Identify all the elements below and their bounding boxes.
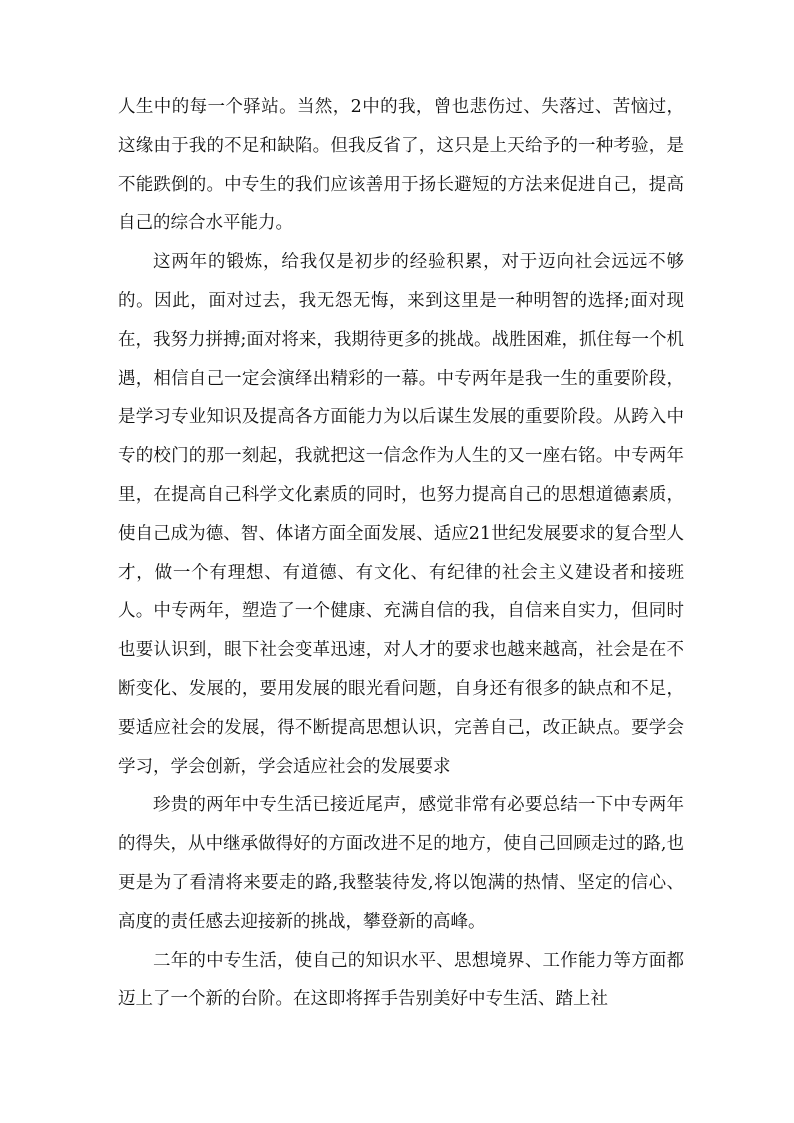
body-text bbox=[118, 88, 684, 1019]
paragraph-4: 二年的中专生活，使自己的知识水平、思想境界、工作能力等方面都迈上了一个新的台阶。在这即将挥手告别美好中专生活、踏上社 bbox=[118, 950, 684, 1010]
paragraph-2: 这两年的锻炼，给我仅是初步的经验积累，对于迈向社会远远不够的。因此，面对过去，我无怨无悔，来到这里是一种明智的选择;面对现在，我努力拼搏;面对将来，我期待更多的挑战。战胜困难，抓住每一个机遇，相信自己一定会演绎出精彩的一幕。中专两年是我一生的重要阶段，是学习专业知识及提高各方面能力为以后谋生发展的重要阶段。从跨入中专的校门的那一刻起，我就把这一信念作为人生的又一座右铭。中专两年里，在提高自己科学文化素质的同时，也努力提高自己的思想道德素质，使自己成为德、智、体诸方面全面发展、适应21世纪发展要求的复合型人才，做一个有理想、有道德、有文化、有纪律的社会主义建设者和接班人。中专两年，塑造了一个健康、充满自信的我，自信来自实力，但同时也要认识到，眼下社会变革迅速，对人才的要求也越来越高，社会是在不断变化、发展的，要用发展的眼光看问题，自身还有很多的缺点和不足，要适应社会的发展，得不断提高思想认识，完善自己，改正缺点。要学会学习，学会创新，学会适应社会的发展要求 bbox=[118, 252, 684, 777]
paragraph-3: 珍贵的两年中专生活已接近尾声，感觉非常有必要总结一下中专两年的得失，从中继承做得好的方面改进不足的地方，使自己回顾走过的路,也更是为了看清将来要走的路,我整装待发,将以饱满的热情、坚定的信心、高度的责任感去迎接新的挑战，攀登新的高峰。 bbox=[118, 795, 684, 932]
paragraph-1: 人生中的每一个驿站。当然，2中的我，曾也悲伤过、失落过、苦恼过，这缘由于我的不足和缺陷。但我反省了，这只是上天给予的一种考验，是不能跌倒的。中专生的我们应该善用于扬长避短的方法来促进自己，提高自己的综合水平能力。 bbox=[118, 97, 684, 234]
